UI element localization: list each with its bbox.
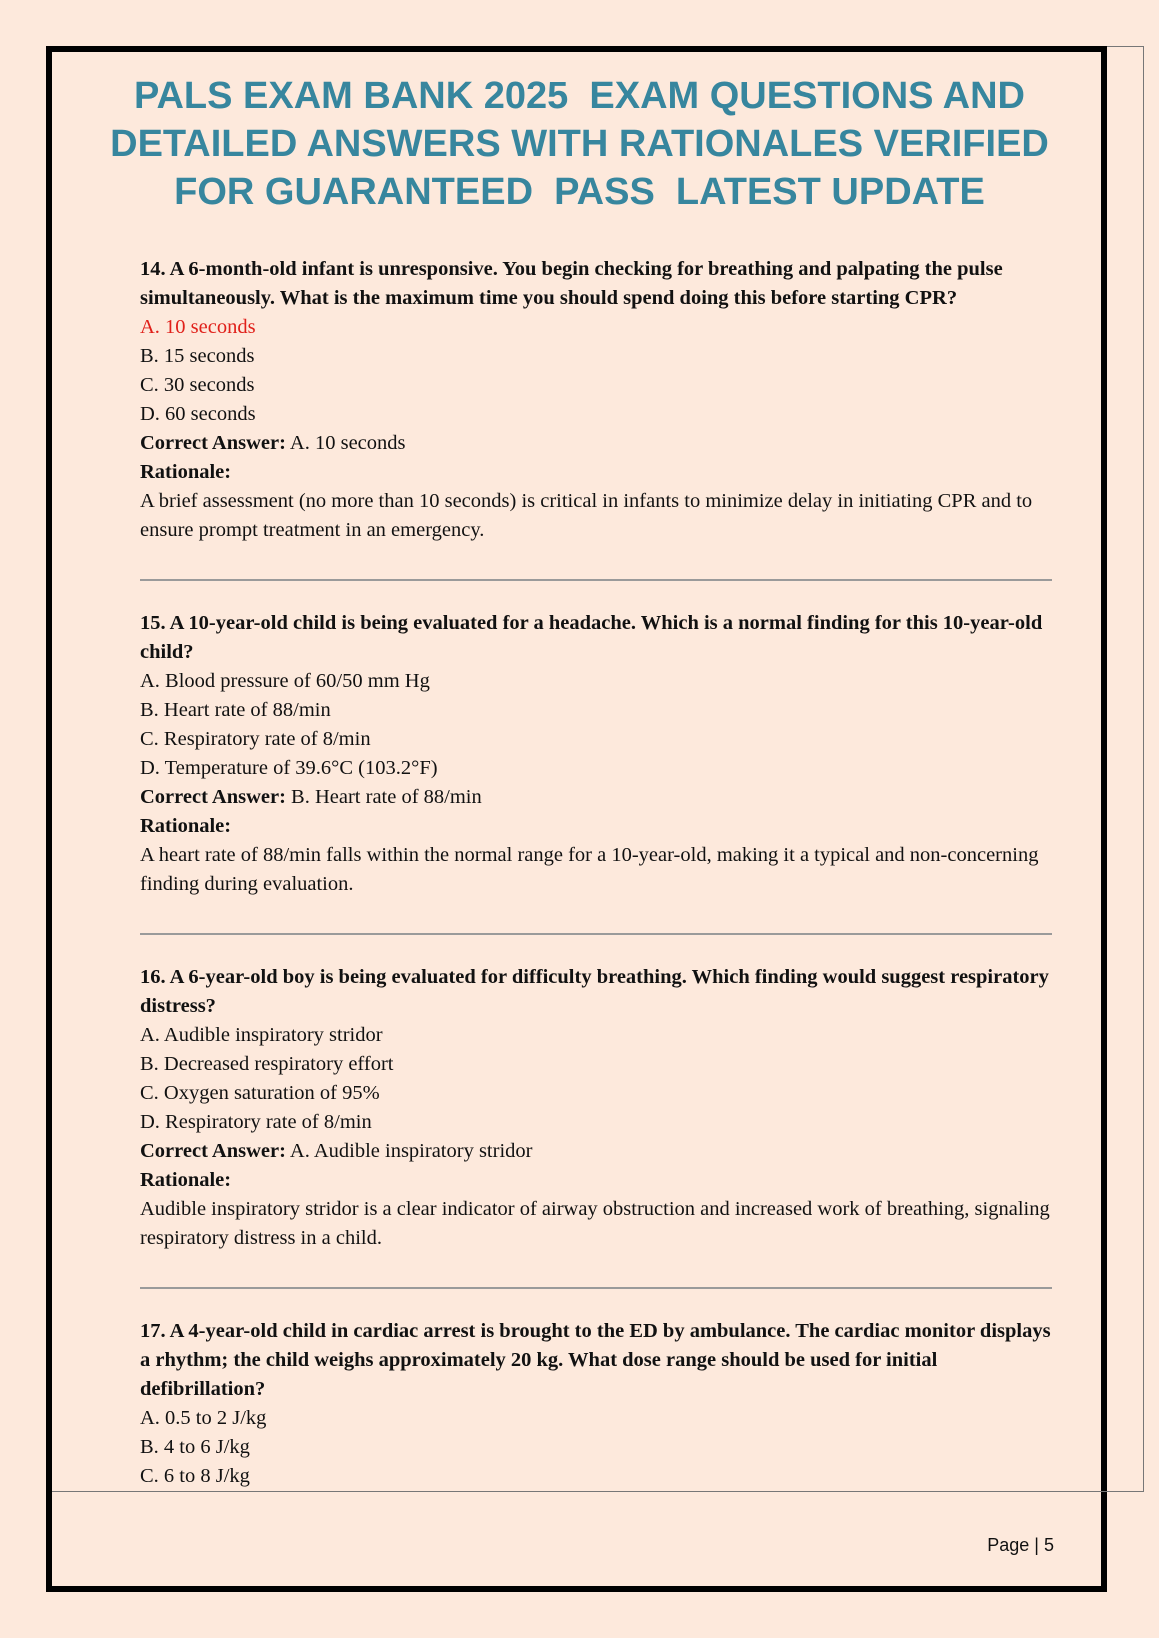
option-b: B. Heart rate of 88/min — [140, 699, 331, 721]
option-a: A. Blood pressure of 60/50 mm Hg — [140, 670, 430, 692]
option-c: C. 6 to 8 J/kg — [140, 1465, 250, 1487]
correct-answer-label: Correct Answer: — [140, 1140, 286, 1162]
page-number: Page | 5 — [987, 1535, 1054, 1555]
rationale-label: Rationale: — [140, 815, 232, 837]
option-a: A. 0.5 to 2 J/kg — [140, 1407, 267, 1429]
option-d: D. Temperature of 39.6°C (103.2°F) — [140, 757, 438, 779]
page-title — [52, 72, 1107, 216]
title-line-2: DETAILED ANSWERS WITH RATIONALES VERIFIED — [110, 123, 1049, 165]
option-d: D. 60 seconds — [140, 403, 256, 425]
rationale-label: Rationale: — [140, 1169, 232, 1191]
option-d: D. Respiratory rate of 8/min — [140, 1111, 372, 1133]
question-15 — [140, 609, 1052, 899]
rationale-text: Audible inspiratory stridor is a clear indicator of airway obstruction and increased work of breathing, signaling respiratory distress in a child. — [140, 1198, 1050, 1249]
correct-answer-value: A. 10 seconds — [285, 432, 406, 454]
correct-answer-value: B. Heart rate of 88/min — [285, 786, 482, 808]
option-b: B. 15 seconds — [140, 345, 255, 367]
option-a: A. Audible inspiratory stridor — [140, 1024, 383, 1046]
correct-answer-value: A. Audible inspiratory stridor — [285, 1140, 533, 1162]
title-line-1: PALS EXAM BANK 2025 EXAM QUESTIONS AND — [133, 75, 1026, 117]
question-text: 14. A 6-month-old infant is unresponsive. You begin checking for breathing and palpating the pulse simultaneously. What is the maximum time you should spend doing this before starting CPR? — [140, 258, 1003, 309]
option-c: C. Oxygen saturation of 95% — [140, 1082, 380, 1104]
question-17 — [140, 1317, 1052, 1491]
page-frame-bottom-line — [52, 1491, 1144, 1492]
title-line-3: FOR GUARANTEED PASS LATEST UPDATE — [174, 171, 985, 213]
option-b: B. Decreased respiratory effort — [140, 1053, 394, 1075]
section-divider — [140, 579, 1052, 581]
correct-answer-label: Correct Answer: — [140, 786, 286, 808]
question-text: 15. A 10-year-old child is being evaluated for a headache. Which is a normal finding for this 10-year-old child? — [140, 612, 1043, 663]
question-14 — [140, 255, 1052, 545]
question-text: 16. A 6-year-old boy is being evaluated for difficulty breathing. Which finding would suggest respiratory distress? — [140, 966, 1049, 1017]
correct-answer-label: Correct Answer: — [140, 432, 286, 454]
option-c: C. 30 seconds — [140, 374, 255, 396]
rationale-label: Rationale: — [140, 461, 232, 483]
correct-answer — [140, 783, 1052, 812]
option-c: C. Respiratory rate of 8/min — [140, 728, 371, 750]
section-divider — [140, 933, 1052, 935]
question-16 — [140, 963, 1052, 1253]
question-text: 17. A 4-year-old child in cardiac arrest is brought to the ED by ambulance. The cardiac monitor displays a rhythm; the child weighs approximately 20 kg. What dose range should be used for initial defibrillation? — [140, 1320, 1051, 1400]
page-frame-offset — [1107, 46, 1144, 1492]
section-divider — [140, 1287, 1052, 1289]
rationale-text: A heart rate of 88/min falls within the normal range for a 10-year-old, making it a typical and non-concerning finding during evaluation. — [140, 844, 1039, 895]
questions-content — [140, 255, 1052, 1491]
option-b: B. 4 to 6 J/kg — [140, 1436, 250, 1458]
option-a: A. 10 seconds — [140, 316, 256, 338]
correct-answer — [140, 429, 1052, 458]
correct-answer — [140, 1137, 1052, 1166]
rationale-text: A brief assessment (no more than 10 seconds) is critical in infants to minimize delay in initiating CPR and to ensure prompt treatment in an emergency. — [140, 490, 1033, 541]
